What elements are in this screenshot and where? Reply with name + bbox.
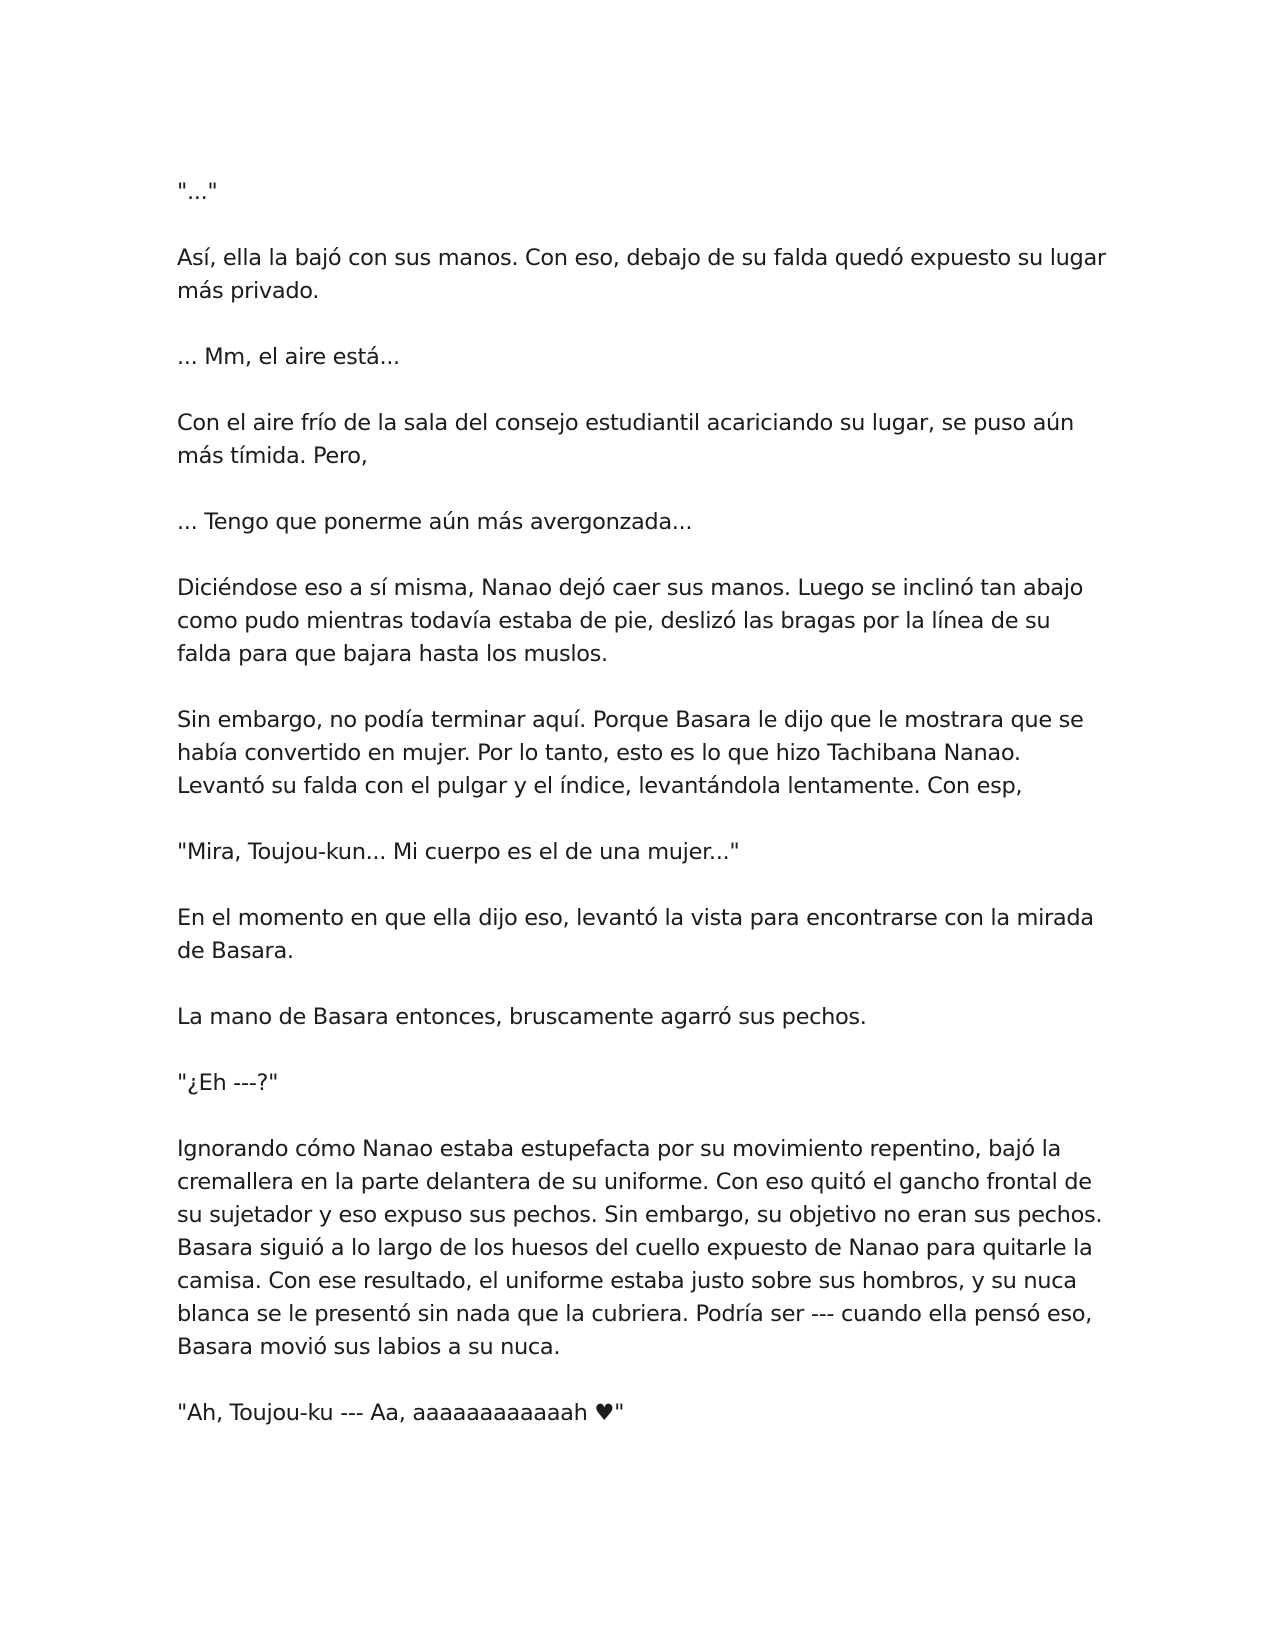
paragraph-13: "Ah, Toujou-ku --- Aa, aaaaaaaaaaaah ♥" (177, 1400, 625, 1426)
paragraph-4: Con el aire frío de la sala del consejo estudiantil acariciando su lugar, se puso aún más tímida. Pero, (177, 410, 1074, 469)
paragraph-7: Sin embargo, no podía terminar aquí. Porque Basara le dijo que le mostrara que se había convertido en mujer. Por lo tanto, esto es lo que hizo Tachibana Nanao. Levantó su falda con el pulgar y el índice, levantándola lentamente. Con esp, (177, 707, 1084, 799)
paragraph-6: Diciéndose eso a sí misma, Nanao dejó caer sus manos. Luego se inclinó tan abajo como pudo mientras todavía estaba de pie, deslizó las bragas por la línea de su falda para que bajara hasta los muslos. (177, 575, 1084, 667)
paragraph-8: "Mira, Toujou-kun... Mi cuerpo es el de una mujer..." (177, 839, 740, 865)
paragraph-9: En el momento en que ella dijo eso, levantó la vista para encontrarse con la mirada de Basara. (177, 905, 1094, 964)
paragraph-10: La mano de Basara entonces, bruscamente agarró sus pechos. (177, 1004, 867, 1030)
document-body (177, 176, 1107, 1463)
paragraph-11: "¿Eh ---?" (177, 1070, 279, 1096)
paragraph-2: Así, ella la bajó con sus manos. Con eso, debajo de su falda quedó expuesto su lugar más privado. (177, 245, 1106, 304)
paragraph-3: ... Mm, el aire está... (177, 344, 400, 370)
paragraph-1: "..." (177, 179, 218, 205)
paragraph-12: Ignorando cómo Nanao estaba estupefacta por su movimiento repentino, bajó la cremallera en la parte delantera de su uniforme. Con eso quitó el gancho frontal de su sujetador y eso expuso sus pechos. Sin embargo, su objetivo no eran sus pechos. Basara siguió a lo largo de los huesos del cuello expuesto de Nanao para quitarle la camisa. Con ese resultado, el uniforme estaba justo sobre sus hombros, y su nuca blanca se le presentó sin nada que la cubriera. Podría ser --- cuando ella pensó eso, Basara movió sus labios a su nuca. (177, 1136, 1103, 1360)
paragraph-5: ... Tengo que ponerme aún más avergonzada... (177, 509, 693, 535)
